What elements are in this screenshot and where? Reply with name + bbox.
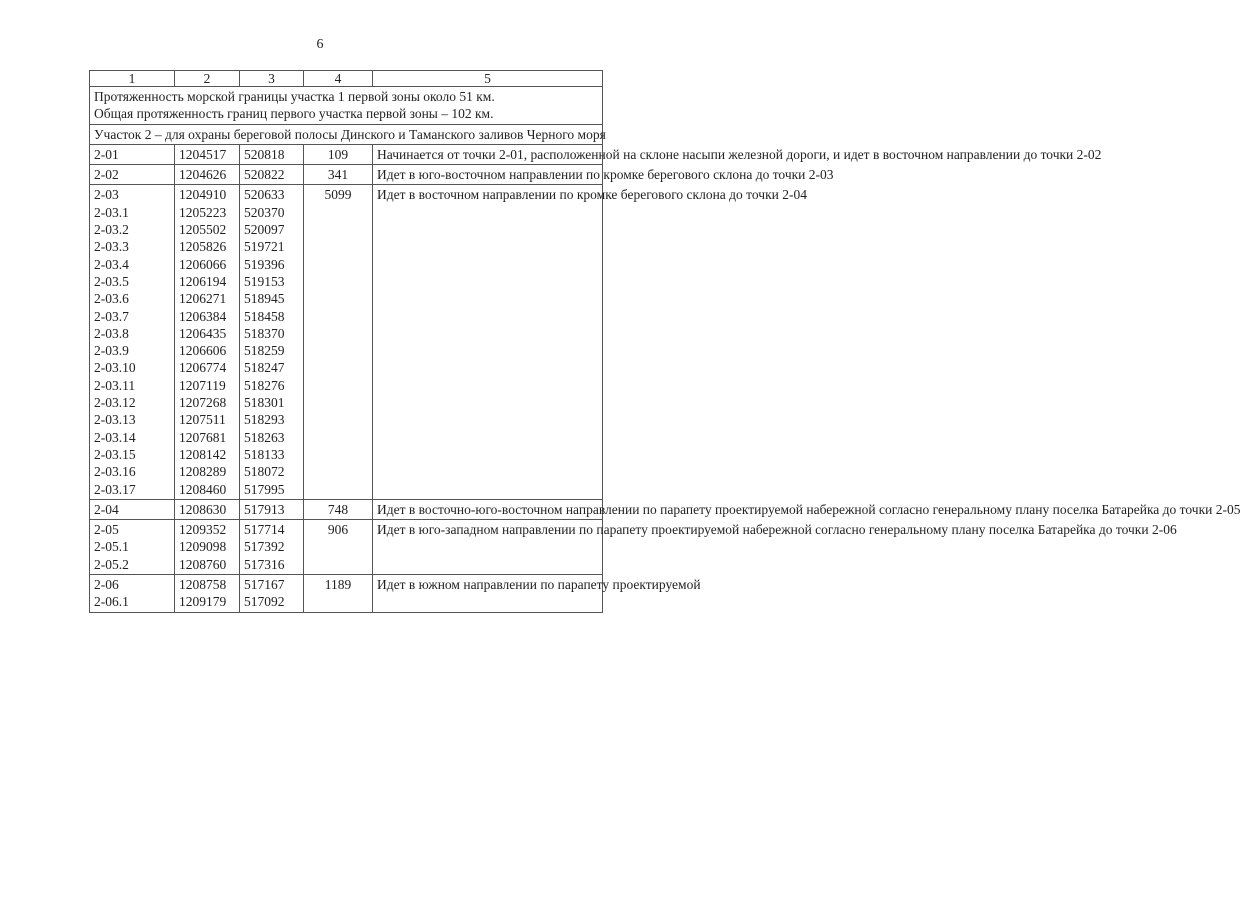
y-coordinate: 519721 — [244, 239, 285, 255]
y-coordinate-cell — [240, 520, 304, 575]
point-id: 2-03 — [94, 187, 119, 203]
point-id: 2-03.8 — [94, 325, 129, 341]
page-number: 6 — [316, 37, 324, 52]
header-cell: 1 — [90, 71, 175, 87]
y-coordinate: 520822 — [244, 167, 285, 183]
point-id-cell — [90, 575, 175, 613]
table-row — [90, 165, 603, 185]
point-id: 2-03.4 — [94, 256, 129, 272]
x-coordinate: 1209179 — [179, 594, 227, 610]
y-coordinate: 520097 — [244, 222, 285, 238]
segment-length: 748 — [304, 499, 373, 519]
table-row — [90, 499, 603, 519]
x-coordinate: 1207511 — [179, 412, 226, 428]
segment-description: Начинается от точки 2-01, расположенной на склоне насыпи железной дороги, и идет в восточном направлении до точки 2-02 — [373, 144, 603, 164]
point-id: 2-05.1 — [94, 539, 129, 555]
x-coordinate: 1205826 — [179, 239, 227, 255]
point-id: 2-05.2 — [94, 556, 129, 572]
y-coordinate: 518276 — [244, 377, 285, 393]
point-id: 2-03.14 — [94, 429, 136, 445]
point-id: 2-03.7 — [94, 308, 129, 324]
point-id: 2-03.17 — [94, 481, 136, 497]
y-coordinate: 519396 — [244, 256, 285, 272]
point-id: 2-03.12 — [94, 395, 136, 411]
x-coordinate: 1206384 — [179, 308, 227, 324]
note-line: Протяженность морской границы участка 1 первой зоны около 51 км. — [94, 89, 495, 104]
x-coordinate: 1208142 — [179, 446, 227, 462]
x-coordinate: 1207681 — [179, 429, 227, 445]
point-id: 2-03.2 — [94, 222, 129, 238]
x-coordinate: 1206435 — [179, 325, 227, 341]
y-coordinate: 518370 — [244, 325, 285, 341]
section-title-row — [90, 124, 603, 144]
x-coordinate: 1205502 — [179, 222, 227, 238]
x-coordinate-cell — [175, 575, 240, 613]
point-id: 2-04 — [94, 501, 119, 517]
section-title: Участок 2 – для охраны береговой полосы Динского и Таманского заливов Черного моря — [90, 124, 603, 144]
x-coordinate: 1209098 — [179, 539, 227, 555]
y-coordinate: 518259 — [244, 343, 285, 359]
y-coordinate: 517392 — [244, 539, 285, 555]
point-id: 2-03.15 — [94, 446, 136, 462]
length-notes — [90, 87, 603, 125]
point-id: 2-02 — [94, 167, 119, 183]
header-cell: 3 — [240, 71, 304, 87]
segment-length: 5099 — [304, 185, 373, 499]
point-id-cell — [90, 144, 175, 164]
point-id-cell — [90, 165, 175, 185]
point-id: 2-03.1 — [94, 204, 129, 220]
point-id: 2-03.5 — [94, 273, 129, 289]
y-coordinate: 517092 — [244, 594, 285, 610]
y-coordinate: 518072 — [244, 464, 285, 480]
y-coordinate: 520370 — [244, 204, 285, 220]
y-coordinate-cell — [240, 185, 304, 499]
x-coordinate: 1204517 — [179, 146, 227, 162]
x-coordinate: 1205223 — [179, 204, 227, 220]
header-cell: 2 — [175, 71, 240, 87]
x-coordinate: 1208289 — [179, 464, 227, 480]
point-id: 2-03.10 — [94, 360, 136, 376]
point-id: 2-03.11 — [94, 377, 136, 393]
y-coordinate: 518293 — [244, 412, 285, 428]
note-line: Общая протяженность границ первого участка первой зоны – 102 км. — [94, 106, 494, 122]
y-coordinate: 518133 — [244, 446, 285, 462]
segment-length: 906 — [304, 520, 373, 575]
x-coordinate: 1208760 — [179, 556, 227, 572]
table-header-row — [90, 71, 603, 87]
x-coordinate: 1206066 — [179, 256, 227, 272]
point-id: 2-05 — [94, 522, 119, 538]
x-coordinate-cell — [175, 499, 240, 519]
x-coordinate: 1206194 — [179, 273, 227, 289]
header-cell: 4 — [304, 71, 373, 87]
x-coordinate: 1206606 — [179, 343, 227, 359]
y-coordinate: 517995 — [244, 481, 285, 497]
y-coordinate: 518247 — [244, 360, 285, 376]
y-coordinate: 518301 — [244, 395, 285, 411]
x-coordinate: 1208630 — [179, 501, 227, 517]
x-coordinate-cell — [175, 520, 240, 575]
table-row — [90, 185, 603, 499]
point-id: 2-01 — [94, 146, 119, 162]
x-coordinate: 1208460 — [179, 481, 227, 497]
table-row — [90, 575, 603, 613]
y-coordinate: 518263 — [244, 429, 285, 445]
notes-row — [90, 87, 603, 125]
point-id-cell — [90, 520, 175, 575]
point-id: 2-06 — [94, 577, 119, 593]
y-coordinate: 520818 — [244, 146, 285, 162]
segment-description: Идет в восточном направлении по кромке берегового склона до точки 2-04 — [373, 185, 603, 499]
x-coordinate: 1204910 — [179, 187, 227, 203]
y-coordinate-cell — [240, 499, 304, 519]
x-coordinate-cell — [175, 185, 240, 499]
segment-length: 109 — [304, 144, 373, 164]
y-coordinate: 519153 — [244, 273, 285, 289]
y-coordinate: 517316 — [244, 556, 285, 572]
y-coordinate-cell — [240, 165, 304, 185]
y-coordinate: 518458 — [244, 308, 285, 324]
y-coordinate: 520633 — [244, 187, 285, 203]
x-coordinate: 1204626 — [179, 167, 227, 183]
y-coordinate-cell — [240, 144, 304, 164]
point-id: 2-03.16 — [94, 464, 136, 480]
point-id: 2-03.9 — [94, 343, 129, 359]
segment-description: Идет в южном направлении по парапету проектируемой — [373, 575, 603, 613]
point-id-cell — [90, 499, 175, 519]
point-id: 2-06.1 — [94, 594, 129, 610]
table-row — [90, 520, 603, 575]
point-id-cell — [90, 185, 175, 499]
segment-description: Идет в юго-западном направлении по парапету проектируемой набережной согласно генеральному плану поселка Батарейка до точки 2-06 — [373, 520, 603, 575]
y-coordinate: 518945 — [244, 291, 285, 307]
point-id: 2-03.3 — [94, 239, 129, 255]
x-coordinate: 1208758 — [179, 577, 227, 593]
header-cell: 5 — [373, 71, 603, 87]
boundary-coordinates-table — [89, 70, 1241, 613]
point-id: 2-03.13 — [94, 412, 136, 428]
segment-length: 1189 — [304, 575, 373, 613]
x-coordinate-cell — [175, 144, 240, 164]
x-coordinate: 1206774 — [179, 360, 227, 376]
x-coordinate: 1206271 — [179, 291, 227, 307]
x-coordinate: 1207119 — [179, 377, 226, 393]
y-coordinate: 517913 — [244, 501, 285, 517]
segment-description: Идет в юго-восточном направлении по кромке берегового склона до точки 2-03 — [373, 165, 603, 185]
y-coordinate: 517714 — [244, 522, 285, 538]
point-id: 2-03.6 — [94, 291, 129, 307]
x-coordinate: 1209352 — [179, 522, 227, 538]
y-coordinate: 517167 — [244, 577, 285, 593]
x-coordinate: 1207268 — [179, 395, 227, 411]
segment-length: 341 — [304, 165, 373, 185]
y-coordinate-cell — [240, 575, 304, 613]
segment-description: Идет в восточно-юго-восточном направлении по парапету проектируемой набережной согласно генеральному плану поселка Батарейка до точки 2-05 — [373, 499, 603, 519]
x-coordinate-cell — [175, 165, 240, 185]
table-row — [90, 144, 603, 164]
